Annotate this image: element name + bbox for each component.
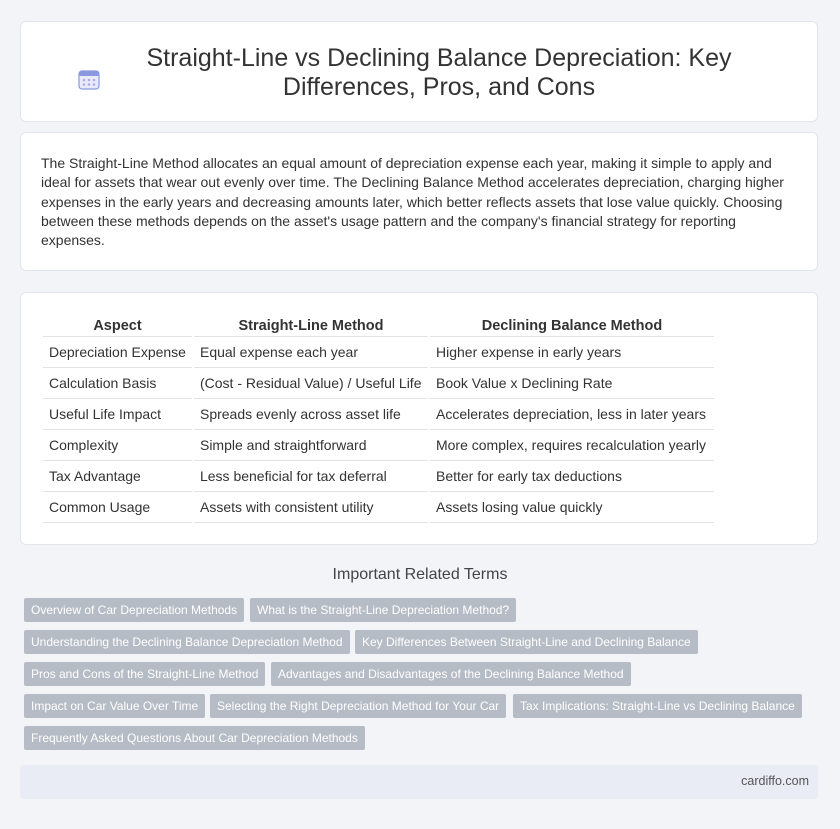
header-aspect: Aspect [43, 316, 192, 337]
cell-aspect: Depreciation Expense [43, 337, 192, 368]
cell-straight-line: Simple and straightforward [194, 430, 428, 461]
cell-declining-balance: Higher expense in early years [430, 337, 714, 368]
related-terms-title: Important Related Terms [332, 566, 508, 583]
comparison-table [43, 316, 714, 523]
cell-declining-balance: More complex, requires recalculation yearly [430, 430, 714, 461]
cell-straight-line: Equal expense each year [194, 337, 428, 368]
table-row [43, 430, 714, 461]
cell-straight-line: (Cost - Residual Value) / Useful Life [194, 368, 428, 399]
cell-aspect: Complexity [43, 430, 192, 461]
table-row [43, 399, 714, 430]
table-row [43, 368, 714, 399]
related-term-tag[interactable]: Selecting the Right Depreciation Method for Your Car [210, 694, 506, 718]
related-term-tag[interactable]: Pros and Cons of the Straight-Line Method [24, 662, 265, 686]
table-row [43, 492, 714, 523]
header-card [20, 21, 818, 122]
intro-card [20, 132, 818, 271]
cell-straight-line: Assets with consistent utility [194, 492, 428, 523]
related-term-tag[interactable]: Frequently Asked Questions About Car Depreciation Methods [24, 726, 365, 750]
header-straight-line: Straight-Line Method [194, 316, 428, 337]
cell-straight-line: Spreads evenly across asset life [194, 399, 428, 430]
cell-declining-balance: Assets losing value quickly [430, 492, 714, 523]
related-term-tag[interactable]: Key Differences Between Straight-Line and Declining Balance [355, 630, 698, 654]
table-row [43, 337, 714, 368]
intro-text: The Straight-Line Method allocates an equal amount of depreciation expense each year, making it simple to apply and ideal for assets that wear out evenly over time. The Declining Balance Method accelerates depreciation, charging higher expenses in the early years and decreasing amounts later, which better reflects assets that lose value quickly. Choosing between these methods depends on the asset's usage pattern and the company's financial strategy for reporting expenses. [41, 155, 784, 249]
cell-aspect: Common Usage [43, 492, 192, 523]
table-header-row [43, 316, 714, 337]
table-row [43, 461, 714, 492]
page-title: Straight-Line vs Declining Balance Depreciation: Key Differences, Pros, and Cons [146, 44, 732, 101]
related-term-tag[interactable]: Overview of Car Depreciation Methods [24, 598, 244, 622]
comparison-card [20, 292, 818, 545]
header-declining-balance: Declining Balance Method [430, 316, 714, 337]
cell-declining-balance: Accelerates depreciation, less in later years [430, 399, 714, 430]
cell-aspect: Calculation Basis [43, 368, 192, 399]
cell-declining-balance: Book Value x Declining Rate [430, 368, 714, 399]
related-term-tag[interactable]: Understanding the Declining Balance Depreciation Method [24, 630, 350, 654]
cell-straight-line: Less beneficial for tax deferral [194, 461, 428, 492]
cell-aspect: Tax Advantage [43, 461, 192, 492]
related-term-tag[interactable]: Advantages and Disadvantages of the Declining Balance Method [271, 662, 631, 686]
cell-aspect: Useful Life Impact [43, 399, 192, 430]
related-term-tag[interactable]: Tax Implications: Straight-Line vs Declining Balance [513, 694, 802, 718]
cell-declining-balance: Better for early tax deductions [430, 461, 714, 492]
related-term-tag[interactable]: What is the Straight-Line Depreciation Method? [250, 598, 516, 622]
footer [20, 765, 818, 799]
footer-site[interactable]: cardiffo.com [741, 774, 809, 788]
related-term-tag[interactable]: Impact on Car Value Over Time [24, 694, 205, 718]
